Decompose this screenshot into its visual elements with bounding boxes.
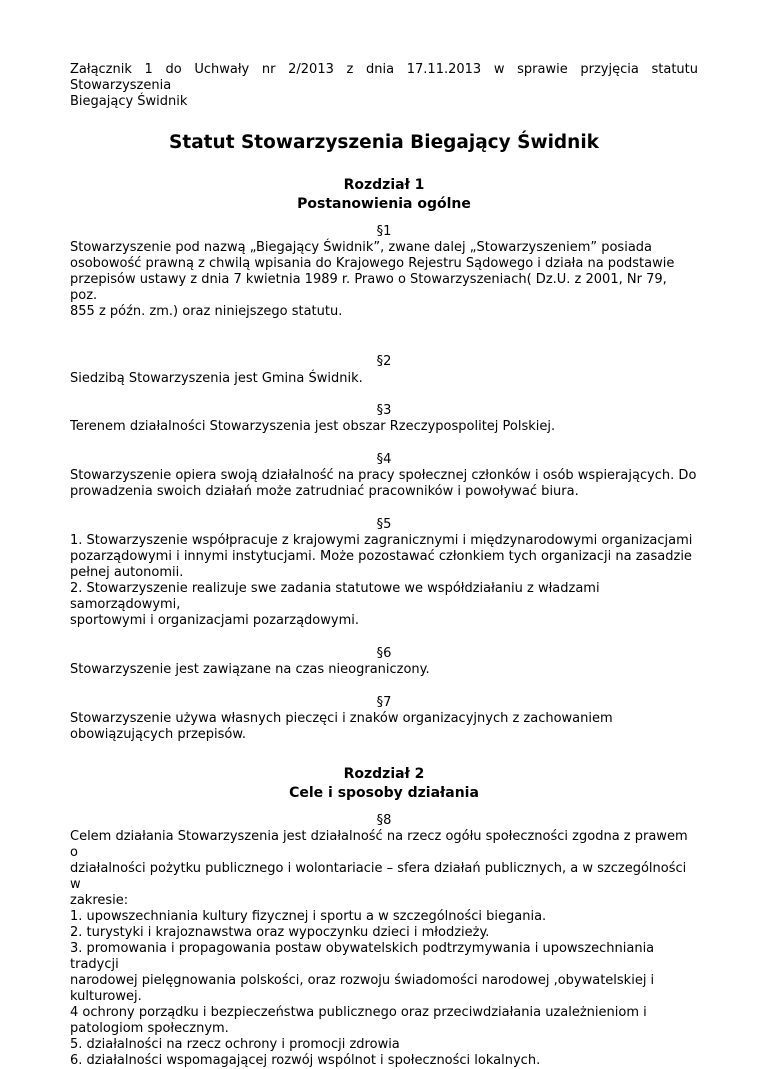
section-line: sportowymi i organizacjami pozarządowymi. [70,613,359,628]
chapter-1-label: Rozdział 1 [343,177,425,193]
chapter-2-name: Cele i sposoby działania [289,785,479,801]
chapter-1-name: Postanowienia ogólne [297,196,471,212]
section-sign: §4 [376,452,392,467]
section-6 [70,646,698,678]
section-line: pozarządowymi i innymi instytucjami. Może pozostawać członkiem tych organizacji na zasadzie [70,549,692,564]
section-sign: §1 [376,224,392,239]
section-line: Stowarzyszenie pod nazwą „Biegający Świdnik”, zwane dalej „Stowarzyszeniem” posiada [70,240,652,255]
section-line: pełnej autonomii. [70,565,184,580]
list-item: 4 ochrony porządku i bezpieczeństwa publicznego oraz przeciwdziałania uzależnieniom i [70,1005,647,1020]
section-line: Terenem działalności Stowarzyszenia jest obszar Rzeczypospolitej Polskiej. [70,419,556,434]
section-5 [70,517,698,629]
list-item: patologiom społecznym. [70,1021,229,1036]
list-item: 3. promowania i propagowania postaw obywatelskich podtrzymywania i upowszechniania tradycji [70,941,655,972]
attachment-note-line-1: Załącznik 1 do Uchwały nr 2/2013 z dnia 17.11.2013 w sprawie przyjęcia statutu Stowarzyszenia [70,62,698,93]
list-item: narodowej pielęgnowania polskości, oraz rozwoju świadomości narodowej ,obywatelskiej i [70,973,655,988]
section-line: Stowarzyszenie używa własnych pieczęci i znaków organizacyjnych z zachowaniem [70,711,613,726]
list-item: 2. turystyki i krajoznawstwa oraz wypoczynku dzieci i młodzieży. [70,925,490,940]
section-line: działalności pożytku publicznego i wolontariacie – sfera działań publicznych, a w szczególności w [70,861,687,892]
section-line: Celem działania Stowarzyszenia jest działalność na rzecz ogółu społeczności zgodna z prawem o [70,829,688,860]
list-item: 1. upowszechniania kultury fizycznej i sportu a w szczególności biegania. [70,909,547,924]
section-sign: §7 [376,695,392,710]
section-line: 855 z późn. zm.) oraz niniejszego statutu. [70,304,343,319]
section-sign: §3 [376,403,392,418]
section-7 [70,695,698,743]
attachment-note-line-2: Biegający Świdnik [70,94,188,109]
section-4 [70,452,698,500]
section-line: 2. Stowarzyszenie realizuje swe zadania statutowe we współdziałaniu z władzami samorządowymi, [70,581,600,612]
section-line: Stowarzyszenie opiera swoją działalność na pracy społecznej członków i osób wspierających. Do [70,468,697,483]
section-line: osobowość prawną z chwilą wpisania do Krajowego Rejestru Sądowego i działa na podstawie [70,256,675,271]
section-line: Siedzibą Stowarzyszenia jest Gmina Świdnik. [70,371,363,386]
section-8 [70,813,698,1069]
section-line: 1. Stowarzyszenie współpracuje z krajowymi zagranicznymi i międzynarodowymi organizacjami [70,533,693,548]
section-line: Stowarzyszenie jest zawiązane na czas nieograniczony. [70,662,430,677]
section-sign: §8 [376,813,392,828]
section-line: obowiązujących przepisów. [70,727,246,742]
section-sign: §5 [376,517,392,532]
section-sign: §6 [376,646,392,661]
section-sign: §2 [376,354,392,369]
section-line: zakresie: [70,893,129,908]
section-3 [70,403,698,435]
section-2 [70,354,698,386]
section-line: przepisów ustawy z dnia 7 kwietnia 1989 r. Prawo o Stowarzyszeniach( Dz.U. z 2001, Nr 79, poz. [70,272,667,303]
section-line: prowadzenia swoich działań może zatrudniać pracowników i powoływać biura. [70,484,579,499]
list-item: 5. działalności na rzecz ochrony i promocji zdrowia [70,1037,400,1052]
section-1 [70,224,698,320]
document-title: Statut Stowarzyszenia Biegający Świdnik [169,132,599,153]
list-item: 6. działalności wspomagającej rozwój wspólnot i społeczności lokalnych. [70,1053,541,1068]
chapter-2-label: Rozdział 2 [343,766,425,782]
list-item: kulturowej. [70,989,142,1004]
